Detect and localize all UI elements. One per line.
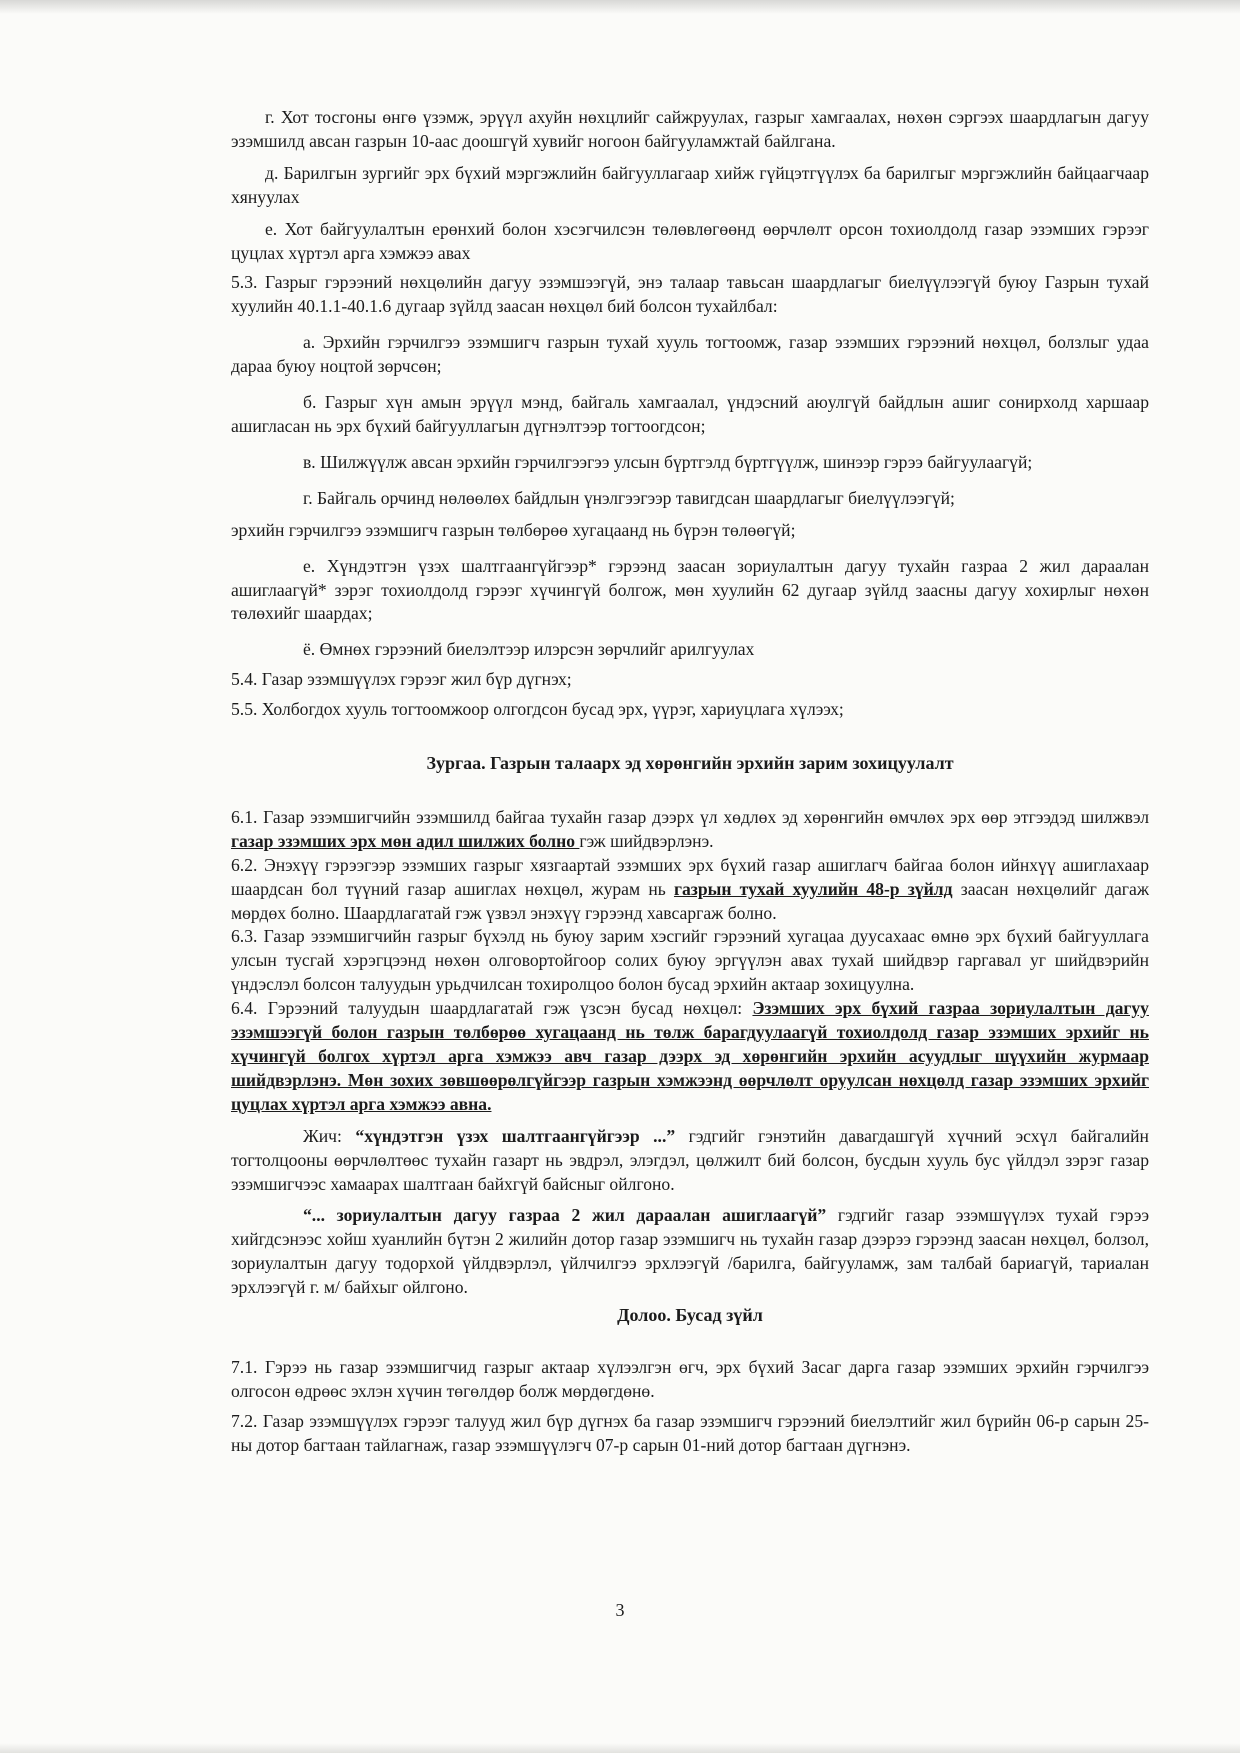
clause-6-4-emphasis: Эзэмших эрх бүхий газраа зориулалтын дагуу эзэмшээгүй болон газрын төлбөрөө хугацаанд нь төлж барагдуулаагүй тохиолдолд газар эзэмших эрхийг нь хүчингүй болгох хүртэл арга хэмжээ авч газар дээрх эд хөрөнгийн эрхийн асуудлыг шүүхийн журмаар шийдвэрлэнэ. Мөн зохих зөвшөөрөлгүйгээр газрын хэмжээнд өөрчлөлт оруулсан нөхцөлд газар эзэмших эрхийг цуцлах хүртэл арга хэмжээ авна. [231, 998, 1149, 1114]
document-body [231, 106, 1149, 1458]
clause-6-4-text-a: 6.4. Гэрээний талуудын шаардлагатай гэж үзсэн бусад нөхцөл: [231, 998, 753, 1019]
clause-7-2: 7.2. Газар эзэмшүүлэх гэрээг талууд жил бүр дүгнэх ба газар эзэмшигч гэрээний биелэлтийг жил бүрийн 06-р сарын 25-ны дотор багтаан тайлагнаж, газар эзэмшүүлэгч 07-р сарын 01-ний дотор багтаан дүгнэнэ. [231, 1410, 1149, 1455]
clause-yo: ё. Өмнөх гэрээний биелэлтээр илэрсэн зөрчлийг арилгуулах [303, 639, 755, 660]
clause-d-build: д. Барилгын зургийг эрх бүхий мэргэжлийн байгууллагаар хийж гүйцэтгүүлэх ба барилгыг мэргэжлийн байцаагчаар хянуулах [231, 162, 1149, 207]
note-quote-1: “хүндэтгэн үзэх шалтгаангүйгээр ...” [355, 1125, 676, 1146]
clause-e-unused: е. Хүндэтгэн үзэх шалтгаангүйгээр* гэрээнд заасан зориулалтын дагуу тухайн газраа 2 жил дараалан ашиглаагүй* зэрэг тохиолдолд гэрээг хүчингүй болгож, мөн хуулийн 62 дугаар зүйлд заасны дагуу хохирлыг нөхөн төлөхийг шаардах; [231, 555, 1149, 624]
section-7-heading: Долоо. Бусад зүйл [617, 1305, 763, 1326]
note-label: Жич: [303, 1125, 356, 1146]
clause-fee: эрхийн гэрчилгээ эзэмшигч газрын төлбөрөө хугацаанд нь бүрэн төлөөгүй; [231, 519, 796, 540]
clause-5-5: 5.5. Холбогдох хууль тогтоомжоор олгогдсон бусад эрх, үүрэг, хариуцлага хүлээх; [231, 699, 844, 720]
clause-e-plan: е. Хот байгуулалтын ерөнхий болон хэсэгчилсэн төлөвлөгөөнд өөрчлөлт орсон тохиолдолд газар эзэмших гэрээг цуцлах хүртэл арга хэмжээ авах [231, 218, 1149, 263]
clause-6-2-text-a: 6.2. Энэхүү гэрээгээр эзэмших газрыг хязгаартай эзэмших эрх бүхий газар ашиглагч байгаа болон ийнхүү ашиглахаар шаардсан бол түүний газар ашиглах нөхцөл, журам нь [231, 854, 1149, 899]
clause-5-3: 5.3. Газрыг гэрээний нөхцөлийн дагуу эзэмшээгүй, энэ талаар тавьсан шаардлагыг биелүүлээгүй буюу Газрын тухай хуулийн 40.1.1-40.1.6 дугаар зүйлд заасан нөхцөл бий болсон тухайлбал: [231, 272, 1149, 317]
page-number: 3 [615, 1600, 625, 1620]
clause-6-1-text-c: гэж шийдвэрлэнэ. [579, 830, 714, 851]
clause-a: а. Эрхийн гэрчилгээ эзэмшигч газрын тухай хууль тогтоомж, газар эзэмших гэрээний нөхцөл, болзлыг удаа дараа буюу ноцтой зөрчсөн; [231, 332, 1149, 377]
clause-5-4: 5.4. Газар эзэмшүүлэх гэрээг жил бүр дүгнэх; [231, 669, 572, 690]
clause-7-1: 7.1. Гэрээ нь газар эзэмшигчид газрыг актаар хүлээлгэн өгч, эрх бүхий Засаг дарга газар эзэмших эрхийн гэрчилгээ олгосон өдрөөс эхлэн хүчин төгөлдөр болж мөрдөгдөнө. [231, 1356, 1149, 1401]
note-text-2: гэдгийг газар эзэмшүүлэх тухай гэрээ хийгдсэнээс хойш хуанлийн бүтэн 2 жилийн дотор газар эзэмшигч нь тухайн газар дээрээ гэрээнд заасан нөхцөл, болзол, зориулалтын дагуу тодорхой үйлдвэрлэл, үйлчилгээ эрхлээгүй /барилга, байгууламж, зам талбай бариагүй, тариалан эрхлээгүй г. м/ байхыг ойлгоно. [231, 1205, 1149, 1298]
clause-6-2-text-c: заасан нөхцөлийг дагаж мөрдөх болно. Шаардлагатай гэж үзвэл энэхүү гэрээнд хавсаргаж болно. [231, 878, 1149, 923]
note-text-1: гэдгийг гэнэтийн давагдашгүй хүчний эсхүл байгалийн тогтолцооны өөрчлөлтөөс тухайн газарт нь эвдрэл, элэгдэл, цөлжилт бий болсон, бусдын хууль бус үйлдэл зэрэг газар эзэмшигчээс хамаарах шалтгаан байхгүй байсныг ойлгоно. [231, 1125, 1149, 1194]
section-6-heading: Зургаа. Газрын талаарх эд хөрөнгийн эрхийн зарим зохицуулалт [426, 753, 954, 774]
clause-v: в. Шилжүүлж авсан эрхийн гэрчилгээгээ улсын бүртгэлд бүртгүүлж, шинээр гэрээ байгуулаагүй; [303, 451, 1033, 472]
note-quote-2: “... зориулалтын дагуу газраа 2 жил дараалан ашиглаагүй” [303, 1205, 827, 1226]
clause-6-3: 6.3. Газар эзэмшигчийн газрыг бүхэлд нь буюу зарим хэсгийг гэрээний хугацаа дуусахаас өмнө эрх бүхий байгууллага улсын тусгай хэрэгцээнд нөхөн олговортойгоор солих буюу эргүүлэн авах тухай шийдвэр гаргавал уг шийдвэрийн үндэслэл болсон талуудын урьдчилсан тохиролцоо болон бусад эрхийн актаар зохицуулна. [231, 926, 1149, 995]
clause-g-env: г. Байгаль орчинд нөлөөлөх байдлын үнэлгээгээр тавигдсан шаардлагыг биелүүлээгүй; [303, 487, 955, 508]
clause-6-1-text-a: 6.1. Газар эзэмшигчийн эзэмшилд байгаа тухайн газар дээрх үл хөдлөх эд хөрөнгийн өмчлөх эрх өөр этгээдэд шилжвэл [231, 806, 1149, 827]
clause-6-1-emphasis: газар эзэмших эрх мөн адил шилжих болно [231, 830, 580, 851]
clause-g-city: г. Хот тосгоны өнгө үзэмж, эрүүл ахуйн нөхцлийг сайжруулах, газрыг хамгаалах, нөхөн сэргээх шаардлагын дагуу эзэмшилд авсан газрын 10-аас доошгүй хувийг ногоон байгууламжтай байлгана. [231, 107, 1149, 151]
clause-6-2-emphasis: газрын тухай хуулийн 48-р зүйлд [673, 878, 953, 899]
clause-6-1 [231, 806, 1149, 854]
note-unused-land [231, 1204, 1149, 1300]
clause-6-4 [231, 997, 1149, 1117]
clause-b: б. Газрыг хүн амын эрүүл мэнд, байгаль хамгаалал, үндэсний аюулгүй байдлын ашиг сонирхолд харшаар ашигласан нь эрх бүхий байгууллагын дүгнэлтээр тогтоогдсон; [231, 392, 1149, 436]
note-force-majeure [231, 1125, 1149, 1197]
clause-6-2 [231, 854, 1149, 926]
